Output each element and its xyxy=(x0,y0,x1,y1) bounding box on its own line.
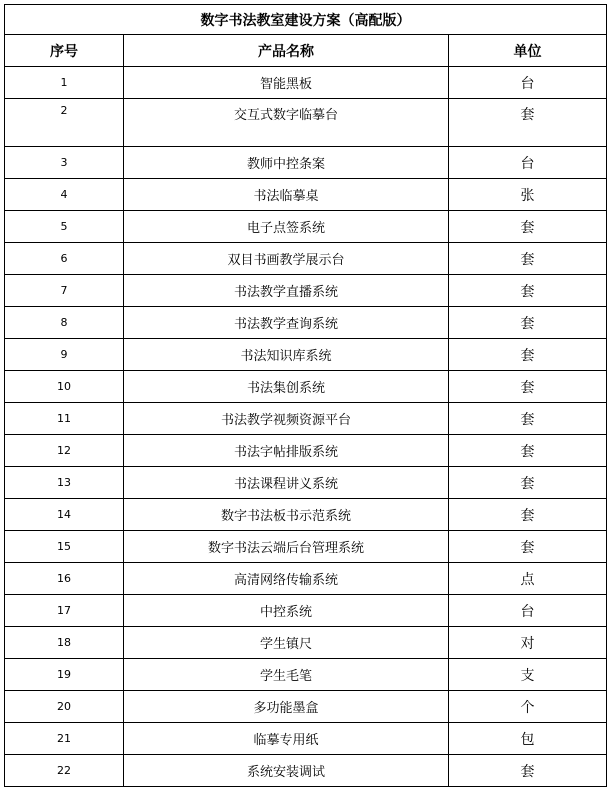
table-row xyxy=(5,467,607,499)
row-unit: 套 xyxy=(449,211,607,243)
row-unit: 台 xyxy=(449,595,607,627)
column-header-index: 序号 xyxy=(5,35,124,67)
row-index: 22 xyxy=(5,755,124,787)
table-row xyxy=(5,531,607,563)
row-index: 8 xyxy=(5,307,124,339)
row-index: 7 xyxy=(5,275,124,307)
row-product-name: 书法教学直播系统 xyxy=(124,275,449,307)
row-index: 19 xyxy=(5,659,124,691)
table-row xyxy=(5,147,607,179)
row-product-name: 智能黑板 xyxy=(124,67,449,99)
table-row xyxy=(5,339,607,371)
row-index: 2 xyxy=(5,99,124,147)
row-unit: 套 xyxy=(449,531,607,563)
row-index: 12 xyxy=(5,435,124,467)
row-unit: 套 xyxy=(449,339,607,371)
row-product-name: 学生镇尺 xyxy=(124,627,449,659)
row-index: 17 xyxy=(5,595,124,627)
table-row xyxy=(5,435,607,467)
row-product-name: 交互式数字临摹台 xyxy=(124,99,449,147)
row-product-name: 高清网络传输系统 xyxy=(124,563,449,595)
row-unit: 台 xyxy=(449,67,607,99)
row-product-name: 书法集创系统 xyxy=(124,371,449,403)
row-index: 4 xyxy=(5,179,124,211)
row-index: 10 xyxy=(5,371,124,403)
table-row xyxy=(5,691,607,723)
row-unit: 张 xyxy=(449,179,607,211)
row-product-name: 书法临摹桌 xyxy=(124,179,449,211)
row-product-name: 多功能墨盒 xyxy=(124,691,449,723)
row-product-name: 中控系统 xyxy=(124,595,449,627)
row-product-name: 书法教学视频资源平台 xyxy=(124,403,449,435)
table-row xyxy=(5,243,607,275)
table-row xyxy=(5,67,607,99)
row-unit: 套 xyxy=(449,435,607,467)
product-table xyxy=(4,4,607,787)
table-row xyxy=(5,307,607,339)
row-index: 11 xyxy=(5,403,124,435)
table-row xyxy=(5,211,607,243)
table-row xyxy=(5,499,607,531)
table-row xyxy=(5,723,607,755)
row-index: 21 xyxy=(5,723,124,755)
row-product-name: 电子点签系统 xyxy=(124,211,449,243)
row-unit: 台 xyxy=(449,147,607,179)
row-product-name: 双目书画教学展示台 xyxy=(124,243,449,275)
table-row xyxy=(5,595,607,627)
column-header-name: 产品名称 xyxy=(124,35,449,67)
table-row xyxy=(5,563,607,595)
table-title-row xyxy=(5,5,607,35)
table-row xyxy=(5,659,607,691)
row-index: 5 xyxy=(5,211,124,243)
row-unit: 套 xyxy=(449,371,607,403)
row-unit: 套 xyxy=(449,275,607,307)
table-row xyxy=(5,755,607,787)
table-header-row xyxy=(5,35,607,67)
column-header-unit: 单位 xyxy=(449,35,607,67)
row-product-name: 学生毛笔 xyxy=(124,659,449,691)
row-index: 3 xyxy=(5,147,124,179)
row-index: 1 xyxy=(5,67,124,99)
table-row xyxy=(5,99,607,147)
table-row xyxy=(5,627,607,659)
row-product-name: 系统安装调试 xyxy=(124,755,449,787)
row-unit: 套 xyxy=(449,307,607,339)
row-index: 15 xyxy=(5,531,124,563)
row-product-name: 数字书法云端后台管理系统 xyxy=(124,531,449,563)
row-unit: 套 xyxy=(449,99,607,147)
row-product-name: 书法知识库系统 xyxy=(124,339,449,371)
table-row xyxy=(5,371,607,403)
row-unit: 套 xyxy=(449,403,607,435)
row-unit: 个 xyxy=(449,691,607,723)
table-row xyxy=(5,275,607,307)
row-unit: 点 xyxy=(449,563,607,595)
row-product-name: 数字书法板书示范系统 xyxy=(124,499,449,531)
row-unit: 套 xyxy=(449,755,607,787)
row-product-name: 书法课程讲义系统 xyxy=(124,467,449,499)
row-index: 20 xyxy=(5,691,124,723)
row-unit: 包 xyxy=(449,723,607,755)
row-product-name: 临摹专用纸 xyxy=(124,723,449,755)
row-index: 13 xyxy=(5,467,124,499)
row-unit: 套 xyxy=(449,243,607,275)
row-product-name: 教师中控条案 xyxy=(124,147,449,179)
row-index: 14 xyxy=(5,499,124,531)
row-product-name: 书法字帖排版系统 xyxy=(124,435,449,467)
row-unit: 对 xyxy=(449,627,607,659)
row-unit: 支 xyxy=(449,659,607,691)
row-index: 6 xyxy=(5,243,124,275)
product-list-sheet xyxy=(4,4,606,787)
table-row xyxy=(5,403,607,435)
row-index: 18 xyxy=(5,627,124,659)
row-index: 9 xyxy=(5,339,124,371)
row-unit: 套 xyxy=(449,499,607,531)
table-title: 数字书法教室建设方案（高配版） xyxy=(5,5,607,35)
row-unit: 套 xyxy=(449,467,607,499)
row-index: 16 xyxy=(5,563,124,595)
table-row xyxy=(5,179,607,211)
row-product-name: 书法教学查询系统 xyxy=(124,307,449,339)
